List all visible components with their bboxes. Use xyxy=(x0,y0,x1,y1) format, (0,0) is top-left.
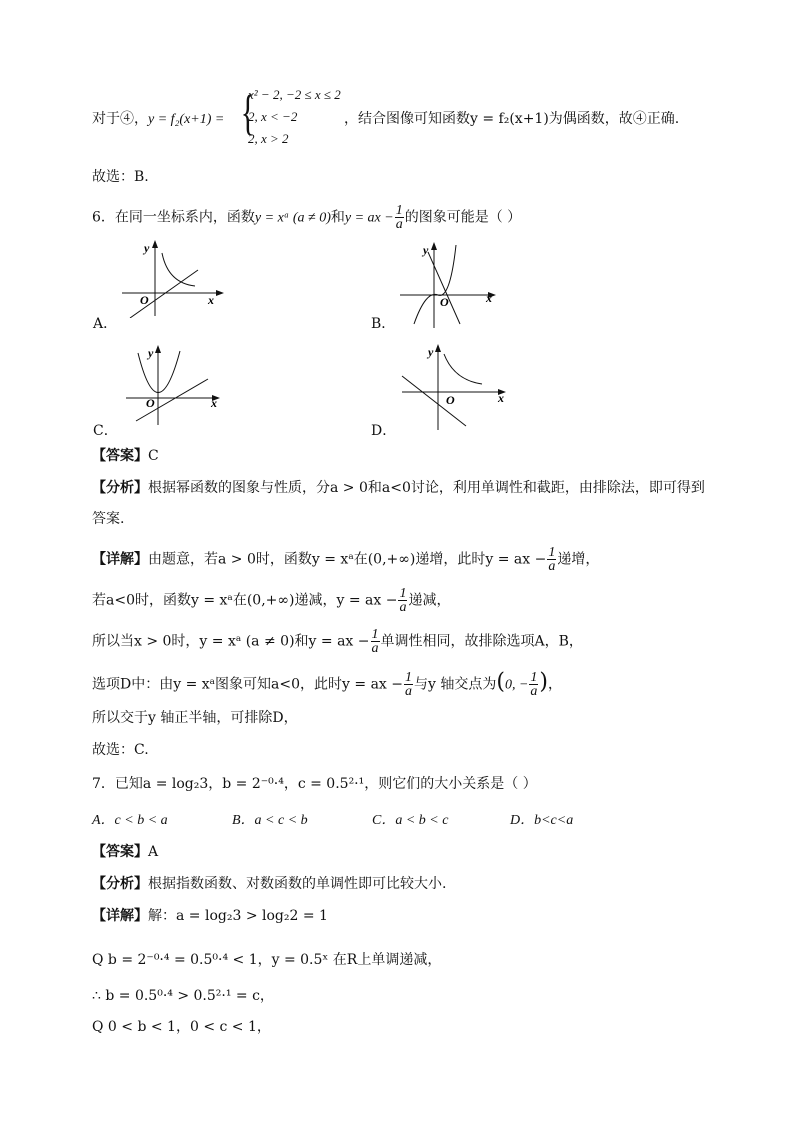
q6-analysis xyxy=(92,479,705,497)
q6-stem-end: 的图象可能是（ ） xyxy=(404,209,522,226)
graph-a-x: x xyxy=(208,293,214,307)
piecewise-case-2: 2, x < −2 xyxy=(248,109,298,124)
q6-detail-1 xyxy=(92,546,599,573)
q6-choose: 故选：C. xyxy=(92,742,149,758)
intercept-point: 0, − xyxy=(504,677,529,693)
q6-detail-2 xyxy=(92,587,450,614)
q6-stem xyxy=(92,204,521,231)
q7-stem: 7．已知a = log₂3，b = 2⁻⁰·⁴，c = 0.5²·¹，则它们的大小关系是（ ） xyxy=(92,776,537,792)
q6-analysis-2: 答案. xyxy=(92,511,125,527)
piecewise-case-3: 2, x > 2 xyxy=(248,131,289,146)
graph-a-y: y xyxy=(144,241,150,255)
answer-label: 【答案】 xyxy=(92,844,148,860)
analysis-text: 根据指数函数、对数函数的单调性即可比较大小. xyxy=(148,876,447,892)
detail-label: 【详解】 xyxy=(92,551,148,568)
answer-value: A xyxy=(148,844,159,860)
frac: $\frac{1}{a}$ xyxy=(530,670,538,699)
q6-power-func: y = xᵃ (a ≠ 0) xyxy=(254,210,331,226)
graph-c-y: y xyxy=(148,346,154,360)
graph-b-y: y xyxy=(423,243,429,257)
q7-detail-1 xyxy=(92,907,328,925)
option-d-label: D． xyxy=(371,423,397,439)
q6-detail-5: 所以交于y 轴正半轴，可排除D， xyxy=(92,710,298,726)
option-b-label: B． xyxy=(371,316,396,332)
q7-analysis xyxy=(92,875,446,893)
q6-and: 和 xyxy=(330,209,345,226)
detail-text: 选项D中：由y = xᵃ图象可知a<0，此时y = ax − xyxy=(92,676,404,693)
analysis-text: 根据幂函数的图象与性质，分a > 0和a<0讨论，利用单调性和截距，由排除法，即可得到 xyxy=(148,480,705,496)
graph-b-origin: O xyxy=(440,295,449,309)
graph-a-origin: O xyxy=(140,293,149,307)
q7-option-b: B．a < c < b xyxy=(232,813,308,828)
item4-line xyxy=(92,110,224,129)
detail-label: 【详解】 xyxy=(92,908,148,924)
paren-open: ( xyxy=(496,669,505,695)
graph-c xyxy=(122,343,232,428)
graph-a xyxy=(120,238,230,318)
paren-close: ) xyxy=(539,669,549,695)
analysis-label: 【分析】 xyxy=(92,480,148,496)
detail-text: 由题意，若a > 0时，函数y = xᵃ在(0,+∞)递增，此时y = ax − xyxy=(148,551,547,568)
detail-text: 与y 轴交点为 xyxy=(414,676,497,693)
item4-prefix: 对于④， xyxy=(92,111,148,127)
detail-text: 单调性相同，故排除选项A，B， xyxy=(380,633,583,650)
q6-stem-text: 6．在同一坐标系内，函数 xyxy=(92,209,255,226)
detail-text: 递增， xyxy=(557,551,600,568)
q7-detail-3: ∴ b = 0.5⁰·⁴ > 0.5²·¹ = c， xyxy=(92,988,274,1004)
detail-text: 解：a = log₂3 > log₂2 = 1 xyxy=(148,908,328,924)
graph-c-x: x xyxy=(211,396,217,410)
answer-label: 【答案】 xyxy=(92,448,148,464)
q6-detail-4 xyxy=(92,671,562,698)
piecewise-case-1: x² − 2, −2 ≤ x ≤ 2 xyxy=(248,87,341,102)
q7-detail-4: Q 0 < b < 1，0 < c < 1， xyxy=(92,1019,271,1035)
q6-answer xyxy=(92,447,159,465)
choose-b: 故选：B. xyxy=(92,169,149,185)
detail-text: 递减， xyxy=(408,592,451,609)
frac: $\frac{1}{a}$ xyxy=(399,586,407,615)
detail-text: 所以当x > 0时，y = xᵃ (a ≠ 0)和y = ax − xyxy=(92,633,370,650)
answer-value: C xyxy=(148,448,159,464)
graph-b xyxy=(398,240,508,330)
option-c-label: C． xyxy=(93,423,118,439)
graph-b-x: x xyxy=(486,291,492,305)
q7-option-a: A．c < b < a xyxy=(92,813,168,828)
graph-d xyxy=(398,340,513,435)
item4-suffix: ，结合图像可知函数y = f₂(x+1)为偶函数，故④正确. xyxy=(344,111,680,127)
q6-linear-func: y = ax − xyxy=(344,210,394,226)
graph-d-origin: O xyxy=(446,393,455,407)
q6-frac: $\frac{1}{a}$ xyxy=(395,203,403,232)
detail-text: 若a<0时，函数y = xᵃ在(0,+∞)递减，y = ax − xyxy=(92,592,398,609)
q7-answer xyxy=(92,843,158,861)
graph-d-x: x xyxy=(498,391,504,405)
q7-detail-2: Q b = 2⁻⁰·⁴ = 0.5⁰·⁴ < 1，y = 0.5ˣ 在R上单调递减， xyxy=(92,952,442,968)
item4-func: y = f₂(x+1) = xyxy=(148,112,225,127)
piecewise-brace: { xyxy=(240,84,256,140)
frac: $\frac{1}{a}$ xyxy=(548,545,556,574)
graph-c-origin: O xyxy=(146,396,155,410)
frac: $\frac{1}{a}$ xyxy=(405,670,413,699)
option-a-label: A． xyxy=(93,316,118,332)
detail-text: ， xyxy=(548,676,563,693)
frac: $\frac{1}{a}$ xyxy=(371,627,379,656)
analysis-label: 【分析】 xyxy=(92,876,148,892)
graph-d-y: y xyxy=(428,345,434,359)
q6-detail-3 xyxy=(92,628,583,655)
q7-option-c: C．a < b < c xyxy=(372,813,449,828)
q7-option-d: D．b<c<a xyxy=(510,813,574,828)
